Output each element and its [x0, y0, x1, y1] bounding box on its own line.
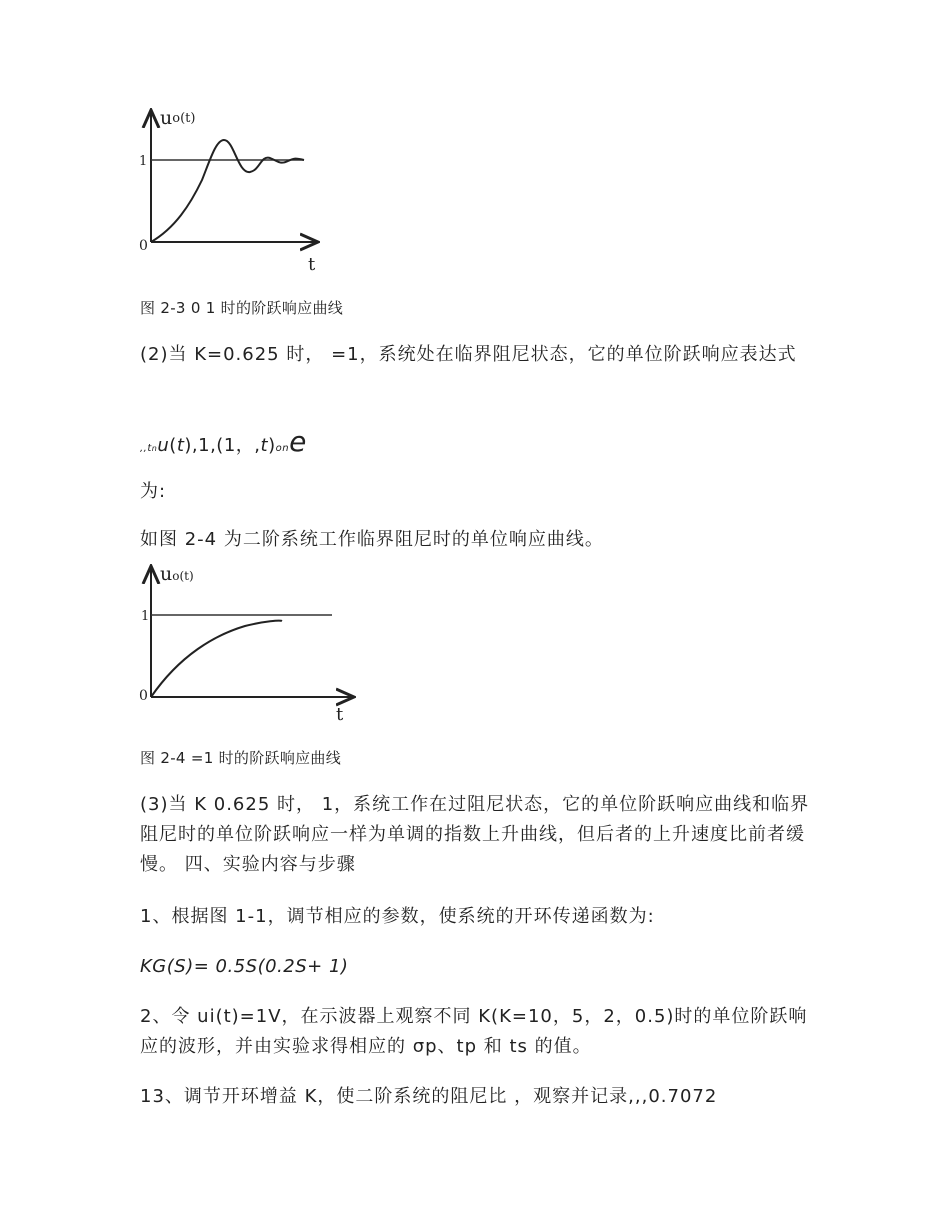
figure-2-4-caption: 图 2-4 =1 时的阶跃响应曲线	[140, 749, 342, 767]
critical-damping-formula: ,,tnu(t),1,(1，,t)one	[140, 425, 307, 458]
svg-text:uo(t)	[160, 107, 195, 129]
overdamped-paragraph: (3)当 K 0.625 时， 1，系统工作在过阻尼状态，它的单位阶跃响应曲线和临界阻尼时的单位阶跃响应一样为单调的指数上升曲线，但后者的上升速度比前者缓慢。 四、实验内容与步骤	[140, 794, 810, 875]
critical-damping-paragraph: (2)当 K=0.625 时， =1，系统处在临界阻尼状态，它的单位阶跃响应表达式	[140, 344, 797, 365]
critical-damped-response-figure	[130, 560, 360, 730]
level-one-label: 1	[139, 154, 148, 169]
figure-2-3-caption: 图 2-3 0 1 时的阶跃响应曲线	[140, 299, 344, 317]
y-axis-label: u	[160, 563, 173, 585]
x-axis-label: t	[336, 704, 344, 725]
y-axis-subscript: o(t)	[172, 569, 194, 583]
underdamped-response-figure	[130, 100, 330, 275]
origin-label: 0	[139, 238, 148, 254]
open-loop-transfer-function: KG(S)= 0.5S(0.2S+ 1)	[140, 956, 349, 977]
step-1: 1、根据图 1-1，调节相应的参数，使系统的开环传递函数为:	[140, 906, 655, 927]
step-3: 13、调节开环增益 K，使二阶系统的阻尼比 ，观察并记录,,,0.7072	[140, 1086, 718, 1107]
y-axis-subscript: o(t)	[172, 111, 196, 126]
origin-label: 0	[139, 688, 148, 704]
figure-2-4-intro: 如图 2-4 为二阶系统工作临界阻尼时的单位响应曲线。	[140, 529, 604, 550]
y-axis-label: u	[160, 107, 173, 129]
underdamped-curve	[151, 140, 304, 242]
x-axis-label: t	[308, 254, 316, 275]
wei-line: 为:	[140, 481, 167, 502]
level-one-label: 1	[141, 609, 150, 624]
critical-damped-curve	[151, 621, 282, 697]
svg-text:uo(t)	[160, 563, 194, 585]
step-2: 2、令 ui(t)=1V，在示波器上观察不同 K(K=10，5，2，0.5)时的单位阶跃响应的波形，并由实验求得相应的 σp、tp 和 ts 的值。	[140, 1006, 808, 1057]
